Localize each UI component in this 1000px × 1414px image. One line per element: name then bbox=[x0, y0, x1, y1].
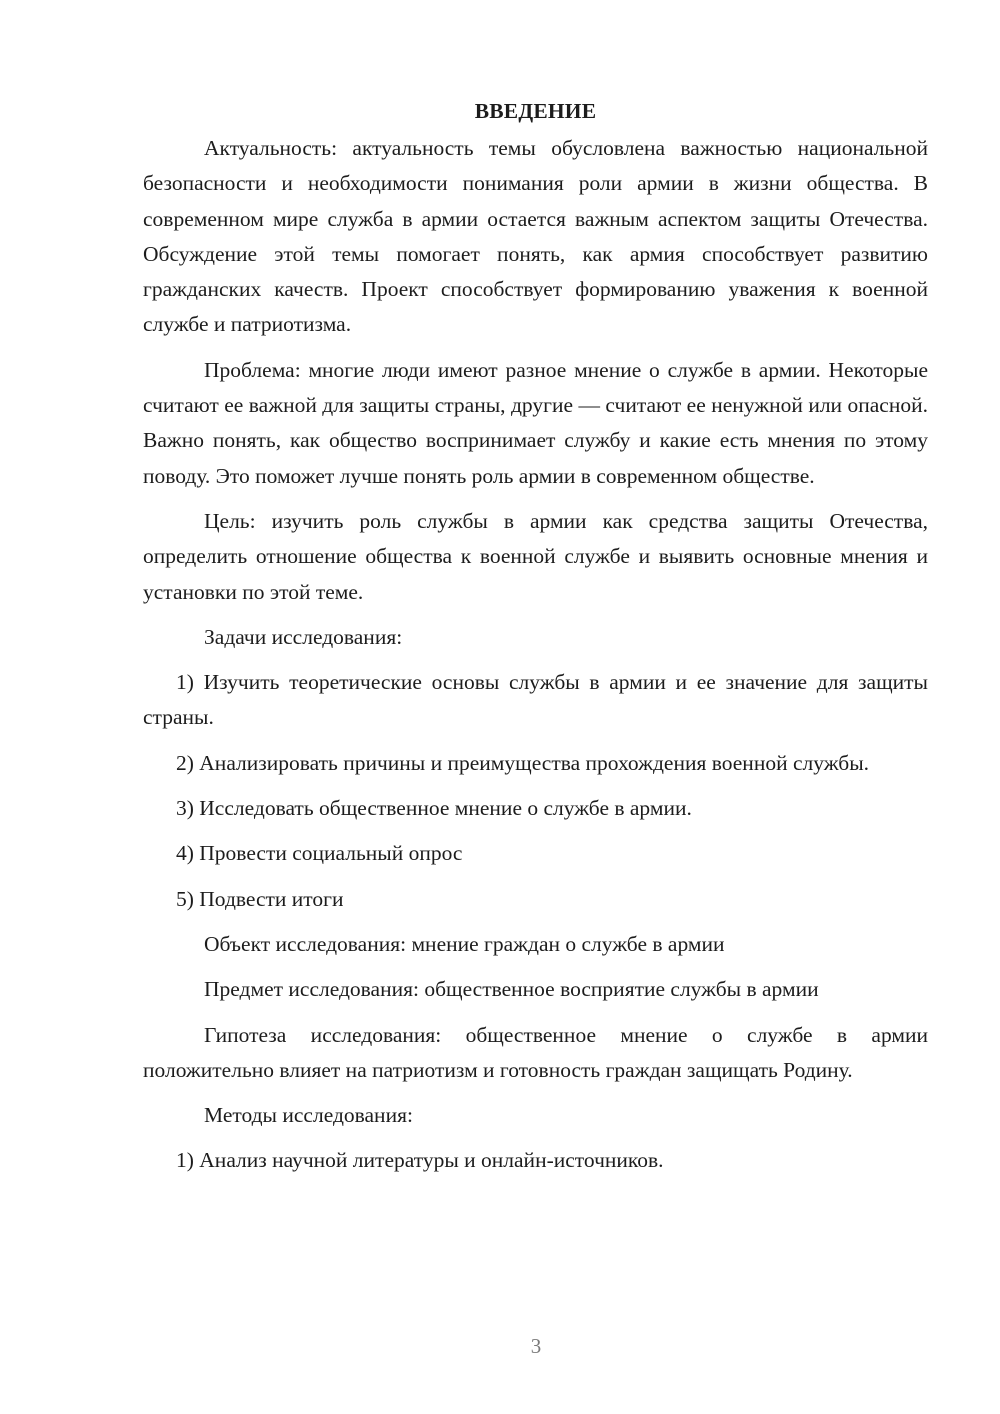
page-content bbox=[143, 98, 928, 1189]
problem-paragraph: Проблема: многие люди имеют разное мнение о службе в армии. Некоторые считают ее важной для защиты страны, другие — считают ее ненужной или опасной. Важно понять, как общество воспринимает службу и какие есть мнения по этому поводу. Это поможет лучше понять роль армии в современном обществе. bbox=[143, 357, 928, 488]
page-title: ВВЕДЕНИЕ bbox=[474, 99, 597, 123]
page-number: 3 bbox=[530, 1334, 542, 1358]
task-item-4: 4) Провести социальный опрос bbox=[176, 841, 463, 866]
task-item-1: 1) Изучить теоретические основы службы в армии и ее значение для защиты страны. bbox=[143, 670, 928, 730]
task-item-2: 2) Анализировать причины и преимущества прохождения военной службы. bbox=[176, 750, 870, 775]
task-item-3: 3) Исследовать общественное мнение о службе в армии. bbox=[176, 796, 692, 821]
tasks-label: Задачи исследования: bbox=[204, 624, 403, 649]
research-hypothesis: Гипотеза исследования: общественное мнение о службе в армии положительно влияет на патриотизм и готовность граждан защищать Родину. bbox=[143, 1022, 928, 1082]
task-item-5: 5) Подвести итоги bbox=[176, 886, 344, 911]
relevance-paragraph: Актуальность: актуальность темы обусловлена важностью национальной безопасности и необходимости понимания роли армии в жизни общества. В современном мире служба в армии остается важным аспектом защиты Отечества. Обсуждение этой темы помогает понять, как армия способствует развитию гражданских качеств. Проект способствует формированию уважения к военной службе и патриотизма. bbox=[143, 136, 928, 337]
research-object: Объект исследования: мнение граждан о службе в армии bbox=[204, 931, 725, 956]
methods-label: Методы исследования: bbox=[204, 1103, 413, 1128]
goal-paragraph: Цель: изучить роль службы в армии как средства защиты Отечества, определить отношение общества к военной службе и выявить основные мнения и установки по этой теме. bbox=[143, 508, 928, 604]
research-subject: Предмет исследования: общественное восприятие службы в армии bbox=[204, 977, 819, 1002]
method-item-1: 1) Анализ научной литературы и онлайн-источников. bbox=[176, 1148, 664, 1173]
